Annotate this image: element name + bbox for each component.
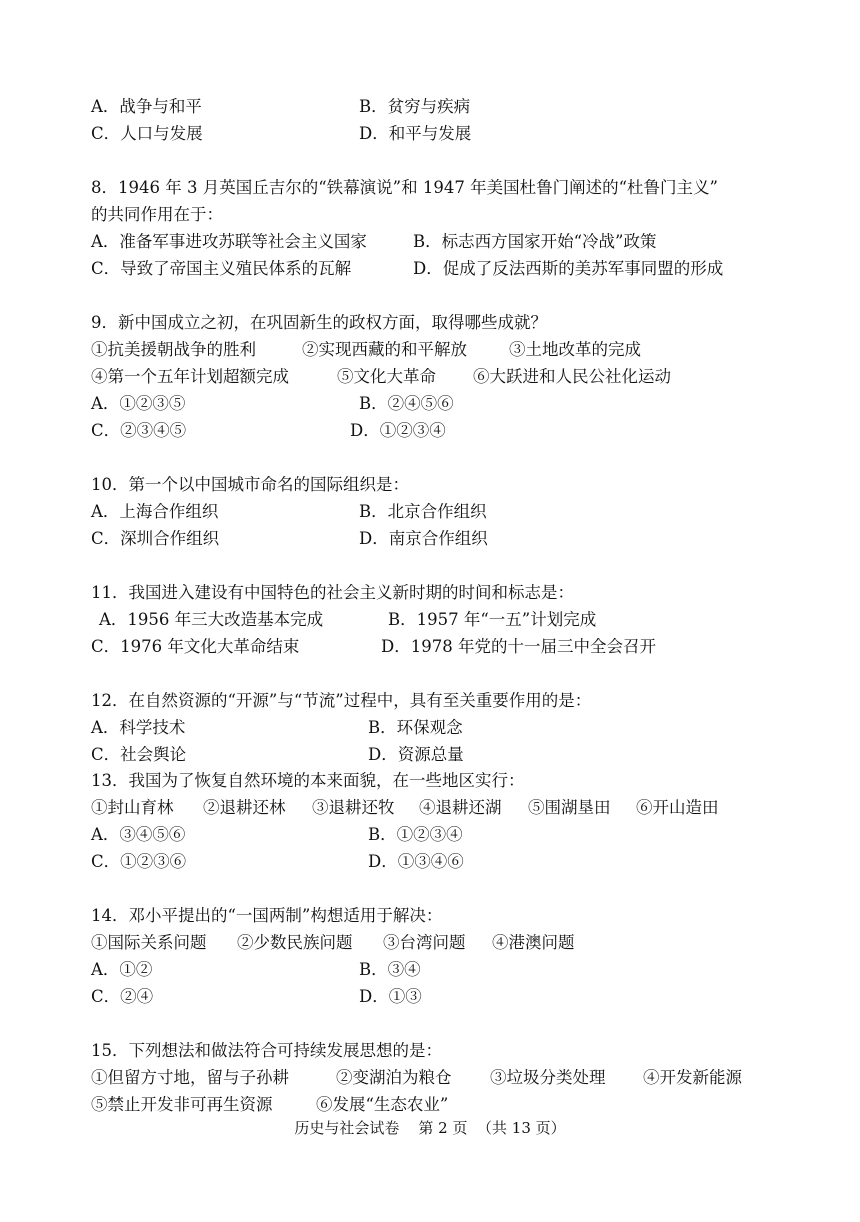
q8-stem-line1: 8．1946 年 3 月英国丘吉尔的“铁幕演说”和 1947 年美国杜鲁门阐述的“杜鲁门主义” [91, 178, 718, 197]
q9-item-3: ③土地改革的完成 [509, 340, 641, 359]
q12-stem: 12．在自然资源的“开源”与“节流”过程中，具有至关重要作用的是： [91, 691, 592, 710]
q14-option-c: C．②④ [91, 987, 154, 1006]
q15-item-2: ②变湖泊为粮仓 [336, 1068, 452, 1087]
q13-item-4: ④退耕还湖 [419, 798, 502, 817]
q15-item-6: ⑥发展“生态农业” [316, 1095, 449, 1114]
q13-item-2: ②退耕还林 [203, 798, 286, 817]
q9-item-1: ①抗美援朝战争的胜利 [91, 340, 256, 359]
q8-option-c: C．导致了帝国主义殖民体系的瓦解 [91, 259, 352, 278]
q14-option-a: A．①② [91, 960, 153, 979]
q12-option-c: C．社会舆论 [91, 745, 187, 764]
q9-option-d: D．①②③④ [350, 421, 446, 440]
q9-item-6: ⑥大跃进和人民公社化运动 [473, 367, 671, 386]
q13-item-3: ③退耕还牧 [312, 798, 395, 817]
q12-option-d: D．资源总量 [368, 745, 464, 764]
q9-option-c: C．②③④⑤ [91, 421, 187, 440]
q7-option-b: B．贫穷与疾病 [359, 97, 471, 116]
q12-option-b: B．环保观念 [368, 718, 463, 737]
q14-item-2: ②少数民族问题 [237, 933, 353, 952]
q8-option-d: D．促成了反法西斯的美苏军事同盟的形成 [413, 259, 724, 278]
q10-option-d: D．南京合作组织 [359, 529, 488, 548]
q15-item-1: ①但留方寸地，留与子孙耕 [91, 1068, 289, 1087]
q7-option-a: A．战争与和平 [91, 97, 202, 116]
page-footer: 历史与社会试卷 第 2 页 （共 13 页） [294, 1119, 566, 1137]
q13-option-d: D．①③④⑥ [368, 852, 464, 871]
q8-option-a: A．准备军事进攻苏联等社会主义国家 [91, 232, 367, 251]
q7-option-d: D．和平与发展 [359, 124, 472, 143]
q14-item-4: ④港澳问题 [492, 933, 575, 952]
q11-stem: 11．我国进入建设有中国特色的社会主义新时期的时间和标志是： [91, 583, 574, 602]
q10-option-a: A．上海合作组织 [91, 502, 219, 521]
q15-stem: 15．下列想法和做法符合可持续发展思想的是： [91, 1041, 442, 1060]
q11-option-c: C．1976 年文化大革命结束 [91, 637, 300, 656]
q15-item-5: ⑤禁止开发非可再生资源 [91, 1095, 273, 1114]
q13-stem: 13．我国为了恢复自然环境的本来面貌，在一些地区实行： [91, 771, 525, 790]
q8-stem-line2: 的共同作用在于： [91, 205, 223, 224]
q13-item-5: ⑤围湖垦田 [528, 798, 611, 817]
q13-item-6: ⑥开山造田 [636, 798, 719, 817]
q13-option-c: C．①②③⑥ [91, 852, 187, 871]
q13-option-b: B．①②③④ [368, 825, 463, 844]
q9-item-5: ⑤文化大革命 [337, 367, 436, 386]
q13-item-1: ①封山育林 [91, 798, 174, 817]
q10-stem: 10．第一个以中国城市命名的国际组织是： [91, 475, 409, 494]
q13-option-a: A．③④⑤⑥ [91, 825, 186, 844]
q14-item-1: ①国际关系问题 [91, 933, 207, 952]
q15-item-4: ④开发新能源 [643, 1068, 742, 1087]
q11-option-b: B．1957 年“一五”计划完成 [388, 610, 597, 629]
q9-stem: 9．新中国成立之初，在巩固新生的政权方面，取得哪些成就？ [91, 313, 547, 332]
q9-item-2: ②实现西藏的和平解放 [302, 340, 467, 359]
q10-option-c: C．深圳合作组织 [91, 529, 220, 548]
q15-item-3: ③垃圾分类处理 [490, 1068, 606, 1087]
q9-option-b: B．②④⑤⑥ [359, 394, 454, 413]
q14-item-3: ③台湾问题 [383, 933, 466, 952]
q7-option-c: C．人口与发展 [91, 124, 203, 143]
q14-option-d: D．①③ [359, 987, 422, 1006]
q11-option-d: D．1978 年党的十一届三中全会召开 [381, 637, 656, 656]
q14-stem: 14．邓小平提出的“一国两制”构想适用于解决： [91, 906, 443, 925]
q9-option-a: A．①②③⑤ [91, 394, 186, 413]
q11-option-a: A．1956 年三大改造基本完成 [99, 610, 324, 629]
q8-option-b: B．标志西方国家开始“冷战”政策 [413, 232, 657, 251]
q12-option-a: A．科学技术 [91, 718, 186, 737]
q10-option-b: B．北京合作组织 [359, 502, 487, 521]
q9-item-4: ④第一个五年计划超额完成 [91, 367, 289, 386]
q14-option-b: B．③④ [359, 960, 421, 979]
